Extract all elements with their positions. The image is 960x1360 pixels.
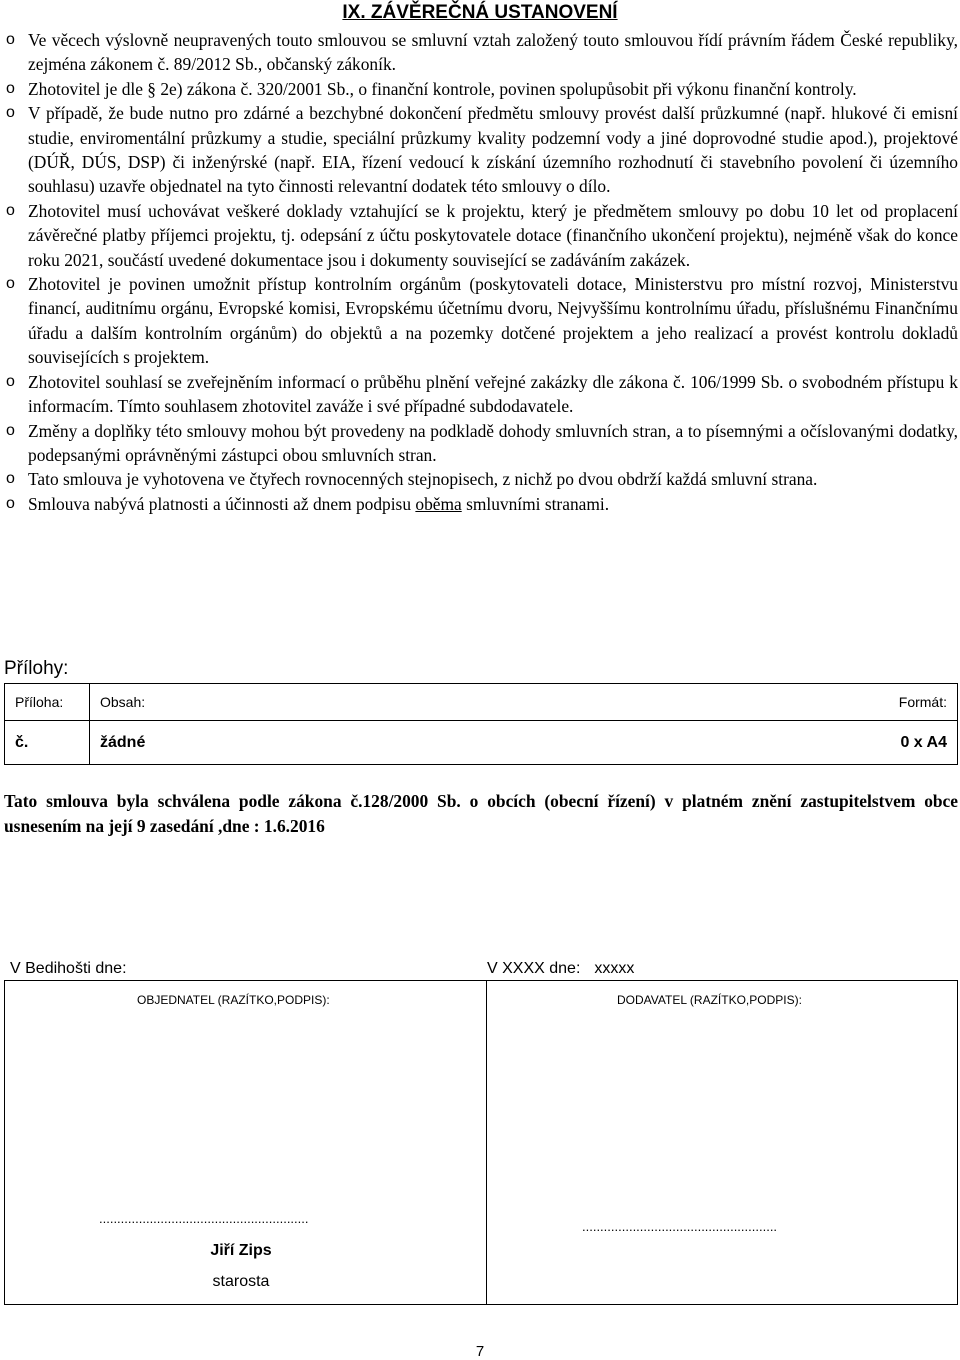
client-signature-label: OBJEDNATEL (RAZÍTKO,PODPIS): <box>137 993 330 1007</box>
annex-table <box>4 683 958 765</box>
bullet-icon: o <box>6 421 15 439</box>
contractor-signature-line: ...................................................... <box>582 1219 778 1234</box>
clause-item <box>6 370 958 419</box>
clause-item <box>6 101 958 199</box>
approval-statement: Tato smlouva byla schválena podle zákona č.128/2000 Sb. o obcích (obecní řízení) v platném znění zastupitelstvem obce usnesením na její 9 zasedání ,dne : 1.6.2016 <box>4 791 958 836</box>
signer-name: Jiří Zips <box>210 1242 272 1259</box>
bullet-icon: o <box>6 275 15 293</box>
left-place-date: V Bedihošti dne: <box>10 960 127 977</box>
annex-header-content: Obsah: <box>90 684 882 721</box>
clause-text: Tato smlouva je vyhotovena ve čtyřech rovnocenných stejnopisech, z nichž po dvou obdrží každá smluvní strana. <box>28 469 818 490</box>
section-heading: IX. ZÁVĚREČNÁ USTANOVENÍ <box>342 2 618 23</box>
clause-text: Zhotovitel musí uchovávat veškeré doklady vztahující se k projektu, který je předmětem smlouvy po dobu 10 let od proplacení závěrečné platby příjemci projektu, tj. odepsání z účtu poskytovatele dotace (finančního ukončení projektu), nejméně však do konce roku 2021, součástí uvedené dokumentace jsou i dokumenty související se zadáváním zakázek. <box>28 200 958 270</box>
signer-role: starosta <box>212 1273 270 1290</box>
signature-box <box>4 980 958 1305</box>
clause-text: Zhotovitel je dle § 2e) zákona č. 320/2001 Sb., o finanční kontrole, povinen spolupůsobit při výkonu finanční kontroly. <box>28 78 857 99</box>
clause-text-end: smluvními stranami. <box>461 493 610 514</box>
right-place-date <box>487 960 634 978</box>
clause-item <box>6 28 958 77</box>
table-row <box>5 721 958 765</box>
annex-header-row <box>5 684 958 721</box>
annex-cell-number: č. <box>5 721 90 765</box>
bullet-icon: o <box>6 372 15 390</box>
clause-text: Zhotovitel souhlasí se zveřejněním informací o průběhu plnění veřejné zakázky dle zákona č. 106/1999 Sb. o svobodném přístupu k informacím. Tímto souhlasem zhotovitel zaváže i své případné subdodavatele. <box>28 371 958 417</box>
page-number: 7 <box>475 1343 485 1360</box>
bullet-icon: o <box>6 31 15 48</box>
annex-title: Přílohy: <box>4 658 69 679</box>
clause-text: V případě, že bude nutno pro zdárné a bezchybné dokončení předmětu smlouvy provést další průzkumné (např. hlukové či emisní studie, enviromentální průzkumy a studie, speciální průzkumy kvality podzemní vody a jiné doprovodné studie apod.), projektové (DÚŘ, DÚS, DSP) či inženýrské (např. EIA, řízení vedoucí k získání územního rozhodnutí či stavebního povolení či územního souhlasu) uzavře objednatel na tyto činnosti relevantní dodatek této smlouvy o dílo. <box>28 103 958 197</box>
clause-item <box>6 199 958 272</box>
bullet-icon: o <box>6 494 15 512</box>
clause-text: Změny a doplňky této smlouvy mohou být provedeny na podkladě dohody smluvních stran, a to písemnými a očíslovanými dodatky, podepsanými oprávněnými zástupci obou smluvních stran. <box>28 420 958 465</box>
clause-item <box>6 272 958 370</box>
client-signature-line: .......................................................... <box>99 1211 309 1226</box>
annex-header-number: Příloha: <box>5 684 90 721</box>
annex-header-format: Formát: <box>881 684 958 721</box>
annex-cell-content: žádné <box>90 721 882 765</box>
clause-text-underlined: oběma <box>415 493 462 514</box>
contractor-signature-label: DODAVATEL (RAZÍTKO,PODPIS): <box>617 993 802 1007</box>
clause-text: Ve věcech výslovně neupravených touto smlouvou se smluvní vztah založený touto smlouvou řídí právním řádem České republiky, zejména zákonem č. 89/2012 Sb., občanský zákoník. <box>28 30 958 75</box>
clause-item <box>6 467 958 491</box>
clause-item <box>6 492 958 516</box>
bullet-icon: o <box>6 470 15 488</box>
clause-item <box>6 77 958 101</box>
clause-text: Zhotovitel je povinen umožnit přístup kontrolním orgánům (poskytovateli dotace, Ministerstvu pro místní rozvoj, Ministerstvu financí, auditnímu orgánu, Evropské komisi, Evropskému účetnímu dvoru, Nejvyššímu kontrolnímu úřadu, příslušnému Finančnímu úřadu a dalším kontrolním orgánům) do objektů a na pozemky dotčené projektem a jeho realizací a provést kontrolu dokladů souvisejících s projektem. <box>28 274 958 368</box>
bullet-icon: o <box>6 104 15 122</box>
bullet-icon: o <box>6 79 15 97</box>
right-date-value: xxxxx <box>594 960 635 977</box>
clause-text-start: Smlouva nabývá platnosti a účinnosti až dnem podpisu <box>28 493 416 514</box>
right-place-label: V XXXX dne: <box>487 960 581 977</box>
signature-divider <box>486 981 487 1304</box>
bullet-icon: o <box>6 201 15 219</box>
clause-list <box>6 28 958 516</box>
clause-item <box>6 419 958 468</box>
annex-cell-format: 0 x A4 <box>881 721 958 765</box>
